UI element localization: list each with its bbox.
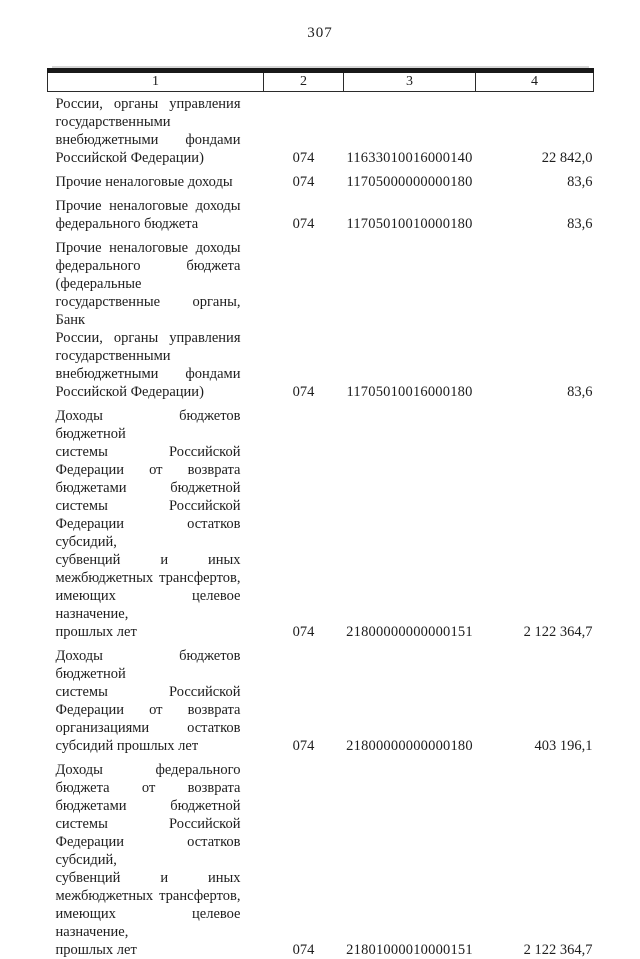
amount-cell: 83,6: [476, 167, 594, 191]
classification-code-cell: 21801000010000151: [344, 755, 476, 959]
table-row: [48, 233, 594, 401]
table-row: [48, 167, 594, 191]
revenue-name-cell: [48, 755, 264, 959]
revenue-name-line: Доходы бюджетов бюджетной: [56, 647, 241, 683]
revenue-name-cell: [48, 401, 264, 641]
administrator-code-cell: 074: [264, 755, 344, 959]
administrator-code-cell: 074: [264, 401, 344, 641]
revenue-name-line: Федерации от возврата: [56, 701, 241, 719]
classification-code-cell: 11705010010000180: [344, 191, 476, 233]
revenue-name-line: субвенций и иных: [56, 869, 241, 887]
classification-code-cell: 21800000000000151: [344, 401, 476, 641]
revenue-name-line: субвенций и иных: [56, 551, 241, 569]
amount-cell: 403 196,1: [476, 641, 594, 755]
revenue-name-line: России, органы управления: [56, 329, 241, 347]
table-header-row: [48, 71, 594, 92]
revenue-name-line: системы Российской: [56, 443, 241, 461]
table-row: [48, 401, 594, 641]
revenue-name-cell: [48, 167, 264, 191]
revenue-name-line: прошлых лет: [56, 623, 241, 641]
revenue-name-line: внебюджетными фондами: [56, 365, 241, 383]
revenue-name-line: России, органы управления: [56, 95, 241, 113]
revenue-name-line: имеющих целевое назначение,: [56, 587, 241, 623]
revenue-name-line: внебюджетными фондами: [56, 131, 241, 149]
revenue-name-cell: [48, 92, 264, 168]
classification-code-cell: 11633010016000140: [344, 92, 476, 168]
revenue-name-line: Прочие неналоговые доходы: [56, 239, 241, 257]
page-number: 307: [0, 25, 640, 42]
revenue-name-line: Федерации от возврата: [56, 461, 241, 479]
revenue-name-line: федерального бюджета: [56, 215, 241, 233]
administrator-code-cell: 074: [264, 641, 344, 755]
revenue-name-line: организациями остатков: [56, 719, 241, 737]
budget-revenue-table: [47, 68, 594, 959]
table-row: [48, 641, 594, 755]
revenue-name-line: Федерации остатков субсидий,: [56, 515, 241, 551]
amount-cell: 2 122 364,7: [476, 755, 594, 959]
administrator-code-cell: 074: [264, 92, 344, 168]
revenue-name-line: бюджетами бюджетной: [56, 479, 241, 497]
revenue-name-line: федерального бюджета: [56, 257, 241, 275]
revenue-name-line: Российской Федерации): [56, 383, 241, 401]
amount-cell: 22 842,0: [476, 92, 594, 168]
revenue-name-line: системы Российской: [56, 497, 241, 515]
classification-code-cell: 11705000000000180: [344, 167, 476, 191]
table-body: [48, 92, 594, 959]
revenue-name-line: Прочие неналоговые доходы: [56, 197, 241, 215]
revenue-name-line: (федеральные: [56, 275, 241, 293]
column-header-1: 1: [48, 71, 264, 92]
revenue-name-line: государственными: [56, 347, 241, 365]
amount-cell: 83,6: [476, 191, 594, 233]
revenue-name-line: Доходы бюджетов бюджетной: [56, 407, 241, 443]
revenue-name-line: государственными: [56, 113, 241, 131]
table-header: [48, 71, 594, 92]
revenue-name-line: системы Российской: [56, 683, 241, 701]
table-row: [48, 755, 594, 959]
administrator-code-cell: 074: [264, 233, 344, 401]
revenue-name-line: государственные органы, Банк: [56, 293, 241, 329]
classification-code-cell: 21800000000000180: [344, 641, 476, 755]
revenue-name-line: имеющих целевое назначение,: [56, 905, 241, 941]
revenue-name-line: Федерации остатков субсидий,: [56, 833, 241, 869]
revenue-name-line: межбюджетных трансфертов,: [56, 569, 241, 587]
amount-cell: 83,6: [476, 233, 594, 401]
revenue-name-line: бюджетами бюджетной: [56, 797, 241, 815]
revenue-name-line: системы Российской: [56, 815, 241, 833]
revenue-name-line: прошлых лет: [56, 941, 241, 959]
classification-code-cell: 11705010016000180: [344, 233, 476, 401]
revenue-name-line: Доходы федерального: [56, 761, 241, 779]
column-header-2: 2: [264, 71, 344, 92]
revenue-name-cell: [48, 233, 264, 401]
revenue-name-cell: [48, 191, 264, 233]
administrator-code-cell: 074: [264, 167, 344, 191]
revenue-name-line: субсидий прошлых лет: [56, 737, 241, 755]
revenue-name-cell: [48, 641, 264, 755]
revenue-name-line: межбюджетных трансфертов,: [56, 887, 241, 905]
administrator-code-cell: 074: [264, 191, 344, 233]
column-header-3: 3: [344, 71, 476, 92]
revenue-name-line: бюджета от возврата: [56, 779, 241, 797]
revenue-name-line: Российской Федерации): [56, 149, 241, 167]
column-header-4: 4: [476, 71, 594, 92]
table-row: [48, 191, 594, 233]
table-row: [48, 92, 594, 168]
amount-cell: 2 122 364,7: [476, 401, 594, 641]
revenue-name-line: Прочие неналоговые доходы: [56, 173, 241, 191]
